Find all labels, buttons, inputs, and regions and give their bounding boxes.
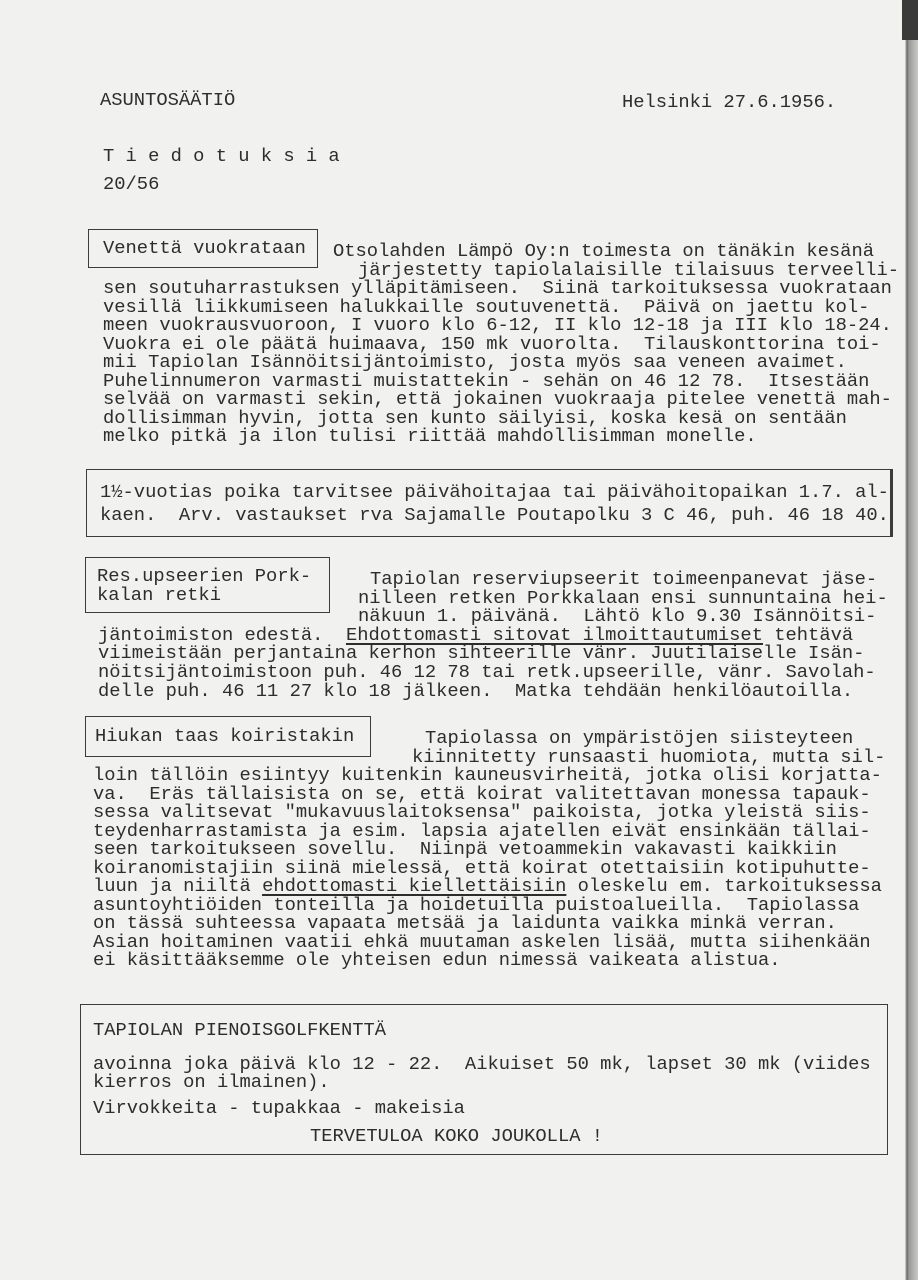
excursion-text-line: Tapiolan reserviupseerit toimeenpanevat jäse- bbox=[370, 568, 878, 590]
dogs-text-line: ei käsittääksemme ole yhteisen edun nimessä vaikeata alistua. bbox=[93, 949, 781, 971]
dogs-text-line: seen tarkoitukseen sovellu. Niinpä vetoammekin vakavasti kaikkiin bbox=[93, 838, 837, 860]
mini-golf-hours-line: avoinna joka päivä klo 12 - 22. Aikuiset 50 mk, lapset 30 mk (viides bbox=[93, 1053, 871, 1075]
boat-text-line: vesillä liikkumiseen halukkaille soutuvenettä. Päivä on jaettu kol- bbox=[103, 295, 870, 318]
dogs-text-line bbox=[93, 877, 885, 896]
boat-text-line: Vuokra ei ole päätä huimaava, 150 mk vuorolta. Tilauskonttorina toi- bbox=[103, 332, 881, 355]
boat-text-line: sen soutuharrastuksen ylläpitämiseen. Siinä tarkoituksessa vuokrataan bbox=[103, 277, 892, 299]
dogs-text-line: va. Eräs tällaisista on se, että koirat valitettavan monessa tapauk- bbox=[93, 782, 871, 805]
boat-text-line: järjestetty tapiolalaisille tilaisuus terveelli- bbox=[358, 258, 899, 281]
place-and-date: Helsinki 27.6.1956. bbox=[622, 91, 837, 113]
childcare-text-line: kaen. Arv. vastaukset rva Sajamalle Poutapolku 3 C 46, puh. 46 18 40. bbox=[100, 504, 889, 526]
bulletin-title: T i e d o t u k s i a bbox=[103, 145, 340, 167]
boat-text-line: meen vuokrausvuoroon, I vuoro klo 6-12, II klo 12-18 ja III klo 18-24. bbox=[103, 314, 892, 336]
section-childcare-notice bbox=[86, 469, 893, 537]
excursion-heading-line: Res.upseerien Pork- bbox=[97, 565, 312, 587]
dogs-text-line: kiinnitetty runsaasti huomiota, mutta sil- bbox=[412, 745, 886, 768]
boat-text-line: Otsolahden Lämpö Oy:n toimesta on tänäkin kesänä bbox=[333, 240, 874, 262]
dogs-text-line: teydenharrastamista ja esim. lapsia ajatellen eivät ensinkään tällai- bbox=[93, 819, 871, 842]
mini-golf-hours-line: kierros on ilmainen). bbox=[93, 1071, 330, 1093]
dogs-text-line: Tapiolassa on ympäristöjen siisteyteen bbox=[425, 727, 854, 749]
organization-name: ASUNTOSÄÄTIÖ bbox=[100, 89, 236, 111]
excursion-paragraph bbox=[98, 570, 888, 700]
dogs-text-line: loin tällöin esiintyy kuitenkin kauneusvirheitä, jotka olisi korjatta- bbox=[93, 764, 882, 786]
excursion-line-text: tehtävä bbox=[762, 623, 854, 646]
boat-text-line: dollisimman hyvin, jotta sen kunto säilyisi, koska kesä on sentään bbox=[103, 406, 847, 429]
childcare-text-line: 1½-vuotias poika tarvitsee päivähoitajaa tai päivähoitopaikan 1.7. al- bbox=[100, 481, 889, 503]
excursion-text-line: viimeistään perjantaina kerhon sihteerille vänr. Juutilaiselle Isän- bbox=[98, 642, 865, 665]
excursion-text-line: näkuun 1. päivänä. Lähtö klo 9.30 Isännöitsi- bbox=[358, 605, 877, 628]
mini-golf-refreshments: Virvokkeita - tupakkaa - makeisia bbox=[93, 1097, 465, 1119]
excursion-heading-line: kalan retki bbox=[97, 584, 221, 606]
section-mini-golf bbox=[80, 1004, 888, 1155]
mini-golf-title: TAPIOLAN PIENOISGOLFKENTTÄ bbox=[93, 1019, 387, 1041]
excursion-text-line: delle puh. 46 11 27 klo 18 jälkeen. Matka tehdään henkilöautoilla. bbox=[98, 679, 854, 702]
underlined-binding-registrations: Ehdottomasti sitovat ilmoittautumiset bbox=[345, 623, 763, 646]
dogs-line-text: oleskelu em. tarkoituksessa bbox=[566, 875, 882, 897]
mini-golf-welcome: TERVETULOA KOKO JOUKOLLA ! bbox=[310, 1125, 604, 1147]
boat-text-line: mii Tapiolan Isännöitsijäntoimisto, josta myös saa veneen avaimet. bbox=[103, 351, 847, 373]
dogs-text-line: sessa valitsevat "mukavuuslaitoksensa" paikoista, jotka yleistä siis- bbox=[93, 801, 871, 823]
dogs-text-line: Asian hoitaminen vaatii ehkä muutaman askelen lisää, mutta siihenkään bbox=[93, 930, 871, 953]
excursion-line-text: jäntoimiston edestä. bbox=[98, 623, 346, 646]
excursion-text-line: nöitsijäntoimistoon puh. 46 12 78 tai retk.upseerille, vänr. Savolah- bbox=[98, 660, 876, 683]
underlined-strictly-forbidden: ehdottomasti kiellettäisiin bbox=[262, 875, 567, 897]
dogs-text-line: asuntoyhtiöiden tonteilla ja hoidetuilla puistoalueilla. Tapiolassa bbox=[93, 893, 860, 916]
boat-text-line: melko pitkä ja ilon tulisi riittää mahdollisimman monelle. bbox=[103, 425, 757, 447]
dogs-text-line: koiranomistajiin siinä mielessä, että koirat otettaisiin kotipuhutte- bbox=[93, 856, 871, 879]
dogs-line-text: luun ja niiltä bbox=[93, 875, 263, 897]
boat-text-line: Puhelinnumeron varmasti muistattekin - sehän on 46 12 78. Itsestään bbox=[103, 369, 870, 392]
excursion-text-line: nilleen retken Porkkalaan ensi sunnuntaina hei- bbox=[358, 586, 888, 609]
dogs-paragraph bbox=[93, 725, 886, 971]
scan-corner-shadow bbox=[902, 0, 918, 40]
scan-page-edge bbox=[905, 0, 918, 1280]
boat-text-line: selvää on varmasti sekin, että jokainen vuokraaja pitelee venettä mah- bbox=[103, 388, 892, 410]
boat-paragraph bbox=[103, 242, 899, 446]
boat-heading: Venettä vuokrataan bbox=[103, 237, 306, 260]
bulletin-number: 20/56 bbox=[103, 173, 160, 195]
dogs-text-line: on tässä suhteessa vapaata metsää ja laidunta vaikka minkä verran. bbox=[93, 912, 837, 934]
dogs-heading: Hiukan taas koiristakin bbox=[95, 725, 355, 748]
